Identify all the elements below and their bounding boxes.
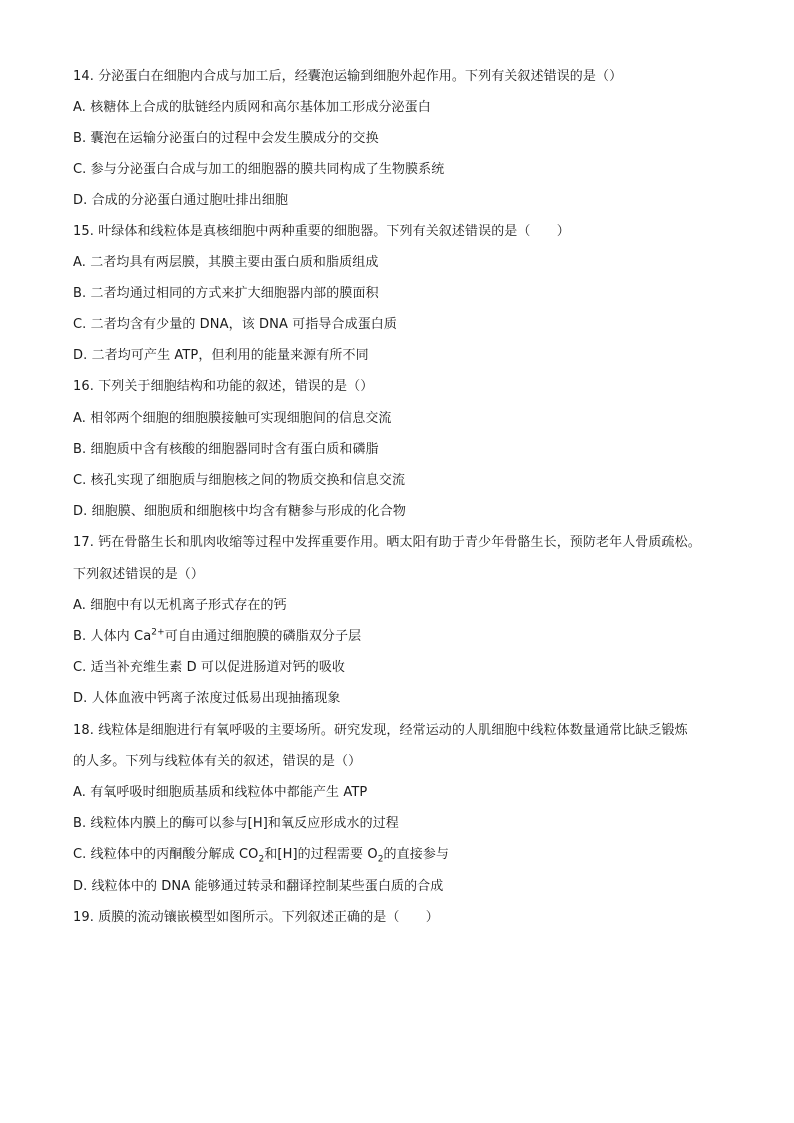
question-19-stem: 19. 质膜的流动镶嵌模型如图所示。下列叙述正确的是（ ）	[73, 910, 439, 925]
question-16-option-c: C. 核孔实现了细胞质与细胞核之间的物质交换和信息交流	[73, 473, 406, 488]
question-17-option-d: D. 人体血液中钙离子浓度过低易出现抽搐现象	[73, 691, 341, 706]
question-18-stem-line-2: 的人多。下列与线粒体有关的叙述，错误的是（）	[73, 754, 362, 769]
question-14-option-b: B. 囊泡在运输分泌蛋白的过程中会发生膜成分的交换	[73, 131, 379, 146]
question-17-option-c: C. 适当补充维生素 D 可以促进肠道对钙的吸收	[73, 660, 346, 675]
question-14-option-d: D. 合成的分泌蛋白通过胞吐排出细胞	[73, 193, 289, 208]
question-18-option-d: D. 线粒体中的 DNA 能够通过转录和翻译控制某些蛋白质的合成	[73, 879, 444, 894]
question-17-option-a: A. 细胞中有以无机离子形式存在的钙	[73, 598, 287, 613]
question-17-option-b	[73, 628, 733, 646]
calcium-charge-superscript: 2+	[151, 627, 165, 638]
question-17-option-b-text-2: 可自由通过细胞膜的磷脂双分子层	[164, 629, 362, 644]
question-15-option-c: C. 二者均含有少量的 DNA，该 DNA 可指导合成蛋白质	[73, 317, 397, 332]
question-18-option-c-text-1: C. 线粒体中的丙酮酸分解成 CO	[73, 847, 259, 862]
question-18-option-a: A. 有氧呼吸时细胞质基质和线粒体中都能产生 ATP	[73, 785, 368, 800]
question-15-option-a: A. 二者均具有两层膜，其膜主要由蛋白质和脂质组成	[73, 255, 379, 270]
question-18-option-b: B. 线粒体内膜上的酶可以参与[H]和氧反应形成水的过程	[73, 816, 399, 831]
question-18-option-c-text-3: 的直接参与	[383, 847, 450, 862]
question-18-option-c-text-2: 和[H]的过程需要 O	[264, 847, 378, 862]
question-18-stem-line-1: 18. 线粒体是细胞进行有氧呼吸的主要场所。研究发现，经常运动的人肌细胞中线粒体数量通常比缺乏锻炼	[73, 723, 688, 738]
question-15-stem: 15. 叶绿体和线粒体是真核细胞中两种重要的细胞器。下列有关叙述错误的是（ ）	[73, 224, 570, 239]
question-16-option-b: B. 细胞质中含有核酸的细胞器同时含有蛋白质和磷脂	[73, 442, 379, 457]
question-18-option-c	[73, 846, 733, 864]
question-17-stem-line-1: 17. 钙在骨骼生长和肌肉收缩等过程中发挥重要作用。晒太阳有助于青少年骨骼生长，预防老年人骨质疏松。	[73, 535, 701, 550]
question-14-stem: 14. 分泌蛋白在细胞内合成与加工后，经囊泡运输到细胞外起作用。下列有关叙述错误的是（）	[73, 69, 623, 84]
question-15-option-b: B. 二者均通过相同的方式来扩大细胞器内部的膜面积	[73, 286, 379, 301]
question-15-option-d: D. 二者均可产生 ATP，但利用的能量来源有所不同	[73, 348, 369, 363]
question-17-stem-line-2: 下列叙述错误的是（）	[73, 567, 205, 582]
question-14-option-c: C. 参与分泌蛋白合成与加工的细胞器的膜共同构成了生物膜系统	[73, 162, 445, 177]
question-16-option-d: D. 细胞膜、细胞质和细胞核中均含有糖参与形成的化合物	[73, 504, 406, 519]
question-14-option-a: A. 核糖体上合成的肽链经内质网和高尔基体加工形成分泌蛋白	[73, 100, 431, 115]
o2-subscript: 2	[377, 854, 384, 865]
co2-subscript: 2	[258, 854, 265, 865]
question-16-stem: 16. 下列关于细胞结构和功能的叙述，错误的是（）	[73, 379, 374, 394]
question-17-option-b-text-1: B. 人体内 Ca	[73, 629, 152, 644]
question-16-option-a: A. 相邻两个细胞的细胞膜接触可实现细胞间的信息交流	[73, 411, 392, 426]
